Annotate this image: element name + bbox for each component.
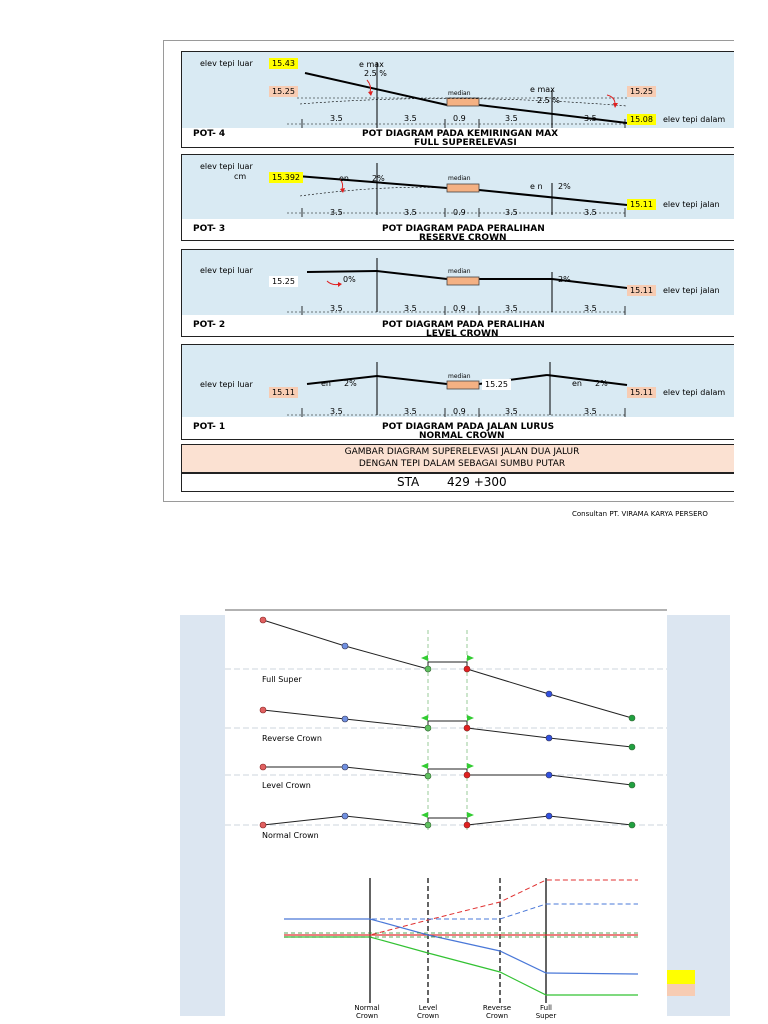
pot4-slope-left-title: e max xyxy=(359,60,384,69)
illustration-drawing xyxy=(180,608,730,1016)
pot2-title2: LEVEL CROWN xyxy=(426,329,499,336)
pot1-slope-right-title: en xyxy=(572,379,582,388)
stage-label: Reverse xyxy=(482,1004,512,1012)
pot4-median: median xyxy=(448,90,471,97)
transition-profile xyxy=(284,878,638,1003)
dim-4: 3.5 xyxy=(505,114,518,123)
stage-label: Level xyxy=(418,1004,438,1012)
section-reverse-crown xyxy=(225,707,667,750)
pot1-slope-left-title: en xyxy=(321,379,331,388)
pot2-right-elev: 15.11 xyxy=(627,285,656,296)
dim-1: 3.5 xyxy=(330,208,343,217)
pot3-title1: POT DIAGRAM PADA PERALIHAN xyxy=(382,224,545,234)
pot1-slope-left: 2% xyxy=(344,379,357,388)
consultant-credit: Consultan PT. VIRAMA KARYA PERSERO xyxy=(572,510,708,518)
pot2-title1: POT DIAGRAM PADA PERALIHAN xyxy=(382,320,545,330)
dim-5: 3.5 xyxy=(584,208,597,217)
pot4-id: POT- 4 xyxy=(193,129,226,139)
panel-pot3 xyxy=(181,154,734,241)
section-level-crown xyxy=(225,763,667,790)
dim-1: 3.5 xyxy=(330,407,343,416)
pot3-slope-right: 2% xyxy=(558,182,571,191)
dim-5: 3.5 xyxy=(584,304,597,313)
label-full-super: Full Super xyxy=(262,675,302,684)
pot1-left-elev: 15.11 xyxy=(269,387,298,398)
pot3-slope-left-title: en xyxy=(339,174,349,183)
dim-3: 0.9 xyxy=(453,208,466,217)
pot2-median: median xyxy=(448,268,471,275)
pot4-slope-left: 2.5 % xyxy=(364,69,387,78)
pot3-right-elev: 15.11 xyxy=(627,199,656,210)
section-normal-crown xyxy=(225,812,667,840)
pot4-left-label: elev tepi luar xyxy=(200,59,253,68)
pot4-right-ref: 15.25 xyxy=(627,86,656,97)
pot3-right-label: elev tepi jalan xyxy=(663,200,720,209)
pot1-right-label: elev tepi dalam xyxy=(663,388,726,397)
pot1-median: median xyxy=(448,373,471,380)
caption-line-1: GAMBAR DIAGRAM SUPERELEVASI JALAN DUA JALUR xyxy=(344,447,580,457)
pot2-slope-left: 0% xyxy=(343,275,356,284)
dim-1: 3.5 xyxy=(330,304,343,313)
stage-label: Crown xyxy=(416,1012,440,1020)
dim-4: 3.5 xyxy=(505,407,518,416)
caption-line-2: DENGAN TEPI DALAM SEBAGAI SUMBU PUTAR xyxy=(358,459,566,469)
pot3-slope-left: 2% xyxy=(372,174,385,183)
dim-2: 3.5 xyxy=(404,304,417,313)
stage-reverse-crown xyxy=(472,1004,522,1020)
stage-level-crown xyxy=(403,1004,453,1020)
pot4-right-label: elev tepi dalam xyxy=(663,115,726,124)
pot4-left-ref: 15.25 xyxy=(269,86,298,97)
pot2-id: POT- 2 xyxy=(193,320,226,330)
dim-3: 0.9 xyxy=(453,304,466,313)
sta-value: 429 +300 xyxy=(447,475,507,489)
label-level-crown: Level Crown xyxy=(262,781,311,790)
pot2-left-elev: 15.25 xyxy=(269,276,298,287)
label-normal-crown: Normal Crown xyxy=(262,831,319,840)
pot4-left-elev: 15.43 xyxy=(269,58,298,69)
pot4-title2: FULL SUPERELEVASI xyxy=(414,138,517,147)
dim-4: 3.5 xyxy=(505,304,518,313)
section-full-super xyxy=(225,617,667,721)
pot1-title2: NORMAL CROWN xyxy=(419,431,505,439)
pot4-right-elev: 15.08 xyxy=(627,114,656,125)
pot2-slope-right: 2% xyxy=(558,275,571,284)
pot3-title2: RESERVE CROWN xyxy=(419,233,507,240)
stage-label: Crown xyxy=(485,1012,509,1020)
station-box xyxy=(181,473,734,492)
superelevation-illustration xyxy=(180,608,730,1016)
pot4-drawing xyxy=(182,52,734,147)
panel-pot1 xyxy=(181,344,734,440)
pot3-left-sub: cm xyxy=(234,172,247,181)
dim-5: 3.5 xyxy=(584,407,597,416)
pot3-slope-right-title: e n xyxy=(530,182,543,191)
label-reverse-crown: Reverse Crown xyxy=(262,734,322,743)
stage-label: Full xyxy=(540,1004,552,1012)
dim-3: 0.9 xyxy=(453,407,466,416)
pot1-right-elev: 15.11 xyxy=(627,387,656,398)
dim-4: 3.5 xyxy=(505,208,518,217)
stage-full-super xyxy=(521,1004,571,1020)
pot3-left-label: elev tepi luar xyxy=(200,162,253,171)
diagram-sheet xyxy=(163,40,734,502)
pot4-slope-right: 2.5 % xyxy=(537,96,560,105)
stage-label: Crown xyxy=(355,1012,379,1020)
dim-2: 3.5 xyxy=(404,208,417,217)
pot1-title1: POT DIAGRAM PADA JALAN LURUS xyxy=(382,422,555,432)
diagram-caption xyxy=(181,444,734,473)
pot3-left-elev: 15.392 xyxy=(269,172,303,183)
sta-label: STA xyxy=(397,475,420,489)
pot2-left-label: elev tepi luar xyxy=(200,266,253,275)
pot1-slope-right: 2% xyxy=(595,379,608,388)
pot4-slope-right-title: e max xyxy=(530,85,555,94)
pot4-title1: POT DIAGRAM PADA KEMIRINGAN MAX xyxy=(362,129,559,139)
dim-5: 3.5 xyxy=(584,114,597,123)
pot3-drawing xyxy=(182,155,734,240)
stage-normal-crown xyxy=(342,1004,392,1020)
pot3-id: POT- 3 xyxy=(193,224,226,234)
dim-2: 3.5 xyxy=(404,114,417,123)
panel-pot2 xyxy=(181,249,734,337)
pot2-right-label: elev tepi jalan xyxy=(663,286,720,295)
dim-2: 3.5 xyxy=(404,407,417,416)
dim-3: 0.9 xyxy=(453,114,466,123)
stage-label: Super xyxy=(535,1012,557,1020)
pot1-left-label: elev tepi luar xyxy=(200,380,253,389)
stage-label: Normal xyxy=(354,1004,380,1012)
pot1-center-elev: 15.25 xyxy=(482,379,511,390)
panel-pot4 xyxy=(181,51,734,148)
dim-1: 3.5 xyxy=(330,114,343,123)
pot3-median: median xyxy=(448,175,471,182)
pot1-id: POT- 1 xyxy=(193,422,226,432)
